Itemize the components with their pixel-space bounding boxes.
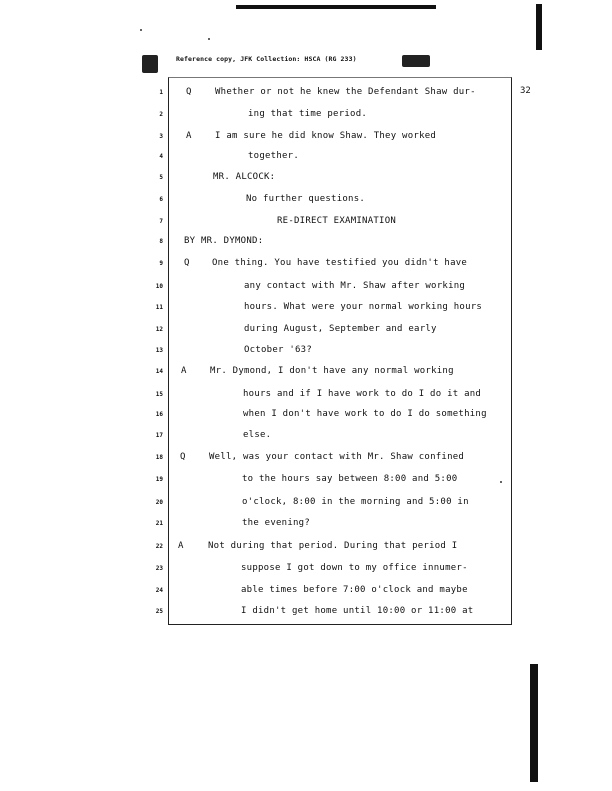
line-number: 18 bbox=[155, 454, 163, 461]
line-number: 15 bbox=[155, 391, 163, 398]
scan-speck bbox=[208, 38, 210, 40]
transcript-line: RE-DIRECT EXAMINATION bbox=[277, 216, 397, 226]
transcript-line: I didn't get home until 10:00 or 11:00 at bbox=[241, 606, 474, 616]
line-number: 7 bbox=[159, 218, 163, 225]
line-number: 9 bbox=[159, 260, 163, 267]
line-number: 4 bbox=[159, 153, 163, 160]
transcript-line: o'clock, 8:00 in the morning and 5:00 in bbox=[242, 497, 469, 507]
line-number: 13 bbox=[155, 347, 163, 354]
line-number: 17 bbox=[155, 432, 163, 439]
transcript-line: One thing. You have testified you didn't have bbox=[212, 258, 468, 268]
reference-header: Reference copy, JFK Collection: HSCA (RG 233) bbox=[176, 55, 357, 63]
line-number: 16 bbox=[155, 411, 163, 418]
scan-mark-top bbox=[236, 5, 436, 9]
transcript-line: ing that time period. bbox=[248, 109, 368, 119]
line-number: 24 bbox=[155, 587, 163, 594]
transcript-line: the evening? bbox=[242, 518, 311, 528]
line-number: 19 bbox=[155, 476, 163, 483]
transcript-line: No further questions. bbox=[246, 194, 366, 204]
transcript-line: hours. What were your normal working hours bbox=[244, 302, 483, 312]
transcript-line: suppose I got down to my office innumer- bbox=[241, 563, 468, 573]
line-number: 12 bbox=[155, 326, 163, 333]
transcript-line: BY MR. DYMOND: bbox=[184, 236, 264, 246]
line-number: 6 bbox=[159, 196, 163, 203]
transcript-line: MR. ALCOCK: bbox=[213, 172, 276, 182]
line-number: 14 bbox=[155, 368, 163, 375]
transcript-line: Whether or not he knew the Defendant Shaw dur- bbox=[215, 87, 476, 97]
speaker-label: A bbox=[178, 541, 184, 551]
speaker-label: A bbox=[186, 131, 192, 141]
transcript-line: I am sure he did know Shaw. They worked bbox=[215, 131, 437, 141]
line-number: 2 bbox=[159, 111, 163, 118]
line-number: 22 bbox=[155, 543, 163, 550]
line-number: 25 bbox=[155, 608, 163, 615]
scan-mark-right-bottom bbox=[530, 664, 538, 782]
speaker-label: Q bbox=[186, 87, 192, 97]
transcript-line: hours and if I have work to do I do it and bbox=[243, 389, 482, 399]
line-number: 10 bbox=[155, 283, 163, 290]
transcript-line: to the hours say between 8:00 and 5:00 bbox=[242, 474, 458, 484]
transcript-line: able times before 7:00 o'clock and maybe bbox=[241, 585, 468, 595]
line-number: 5 bbox=[159, 174, 163, 181]
transcript-line: October '63? bbox=[244, 345, 313, 355]
line-number: 20 bbox=[155, 499, 163, 506]
transcript-line: when I don't have work to do I do something bbox=[243, 409, 487, 419]
line-number: 11 bbox=[155, 304, 163, 311]
speaker-label: Q bbox=[180, 452, 186, 462]
scan-mark-right-top bbox=[536, 4, 542, 50]
transcript-line: during August, September and early bbox=[244, 324, 437, 334]
line-number: 1 bbox=[159, 89, 163, 96]
transcript-line: Not during that period. During that period I bbox=[208, 541, 458, 551]
transcript-line: Mr. Dymond, I don't have any normal working bbox=[210, 366, 454, 376]
page-number: 32 bbox=[520, 86, 531, 96]
line-number: 8 bbox=[159, 238, 163, 245]
line-number: 3 bbox=[159, 133, 163, 140]
speaker-label: Q bbox=[184, 258, 190, 268]
transcript-line: together. bbox=[248, 151, 300, 161]
transcript-line: else. bbox=[243, 430, 272, 440]
line-number: 21 bbox=[155, 520, 163, 527]
scan-smudge-header bbox=[402, 55, 430, 67]
speaker-label: A bbox=[181, 366, 187, 376]
transcript-line: Well, was your contact with Mr. Shaw confined bbox=[209, 452, 465, 462]
scan-smudge-left bbox=[142, 55, 158, 73]
scan-speck bbox=[140, 29, 142, 31]
line-number: 23 bbox=[155, 565, 163, 572]
transcript-line: any contact with Mr. Shaw after working bbox=[244, 281, 466, 291]
